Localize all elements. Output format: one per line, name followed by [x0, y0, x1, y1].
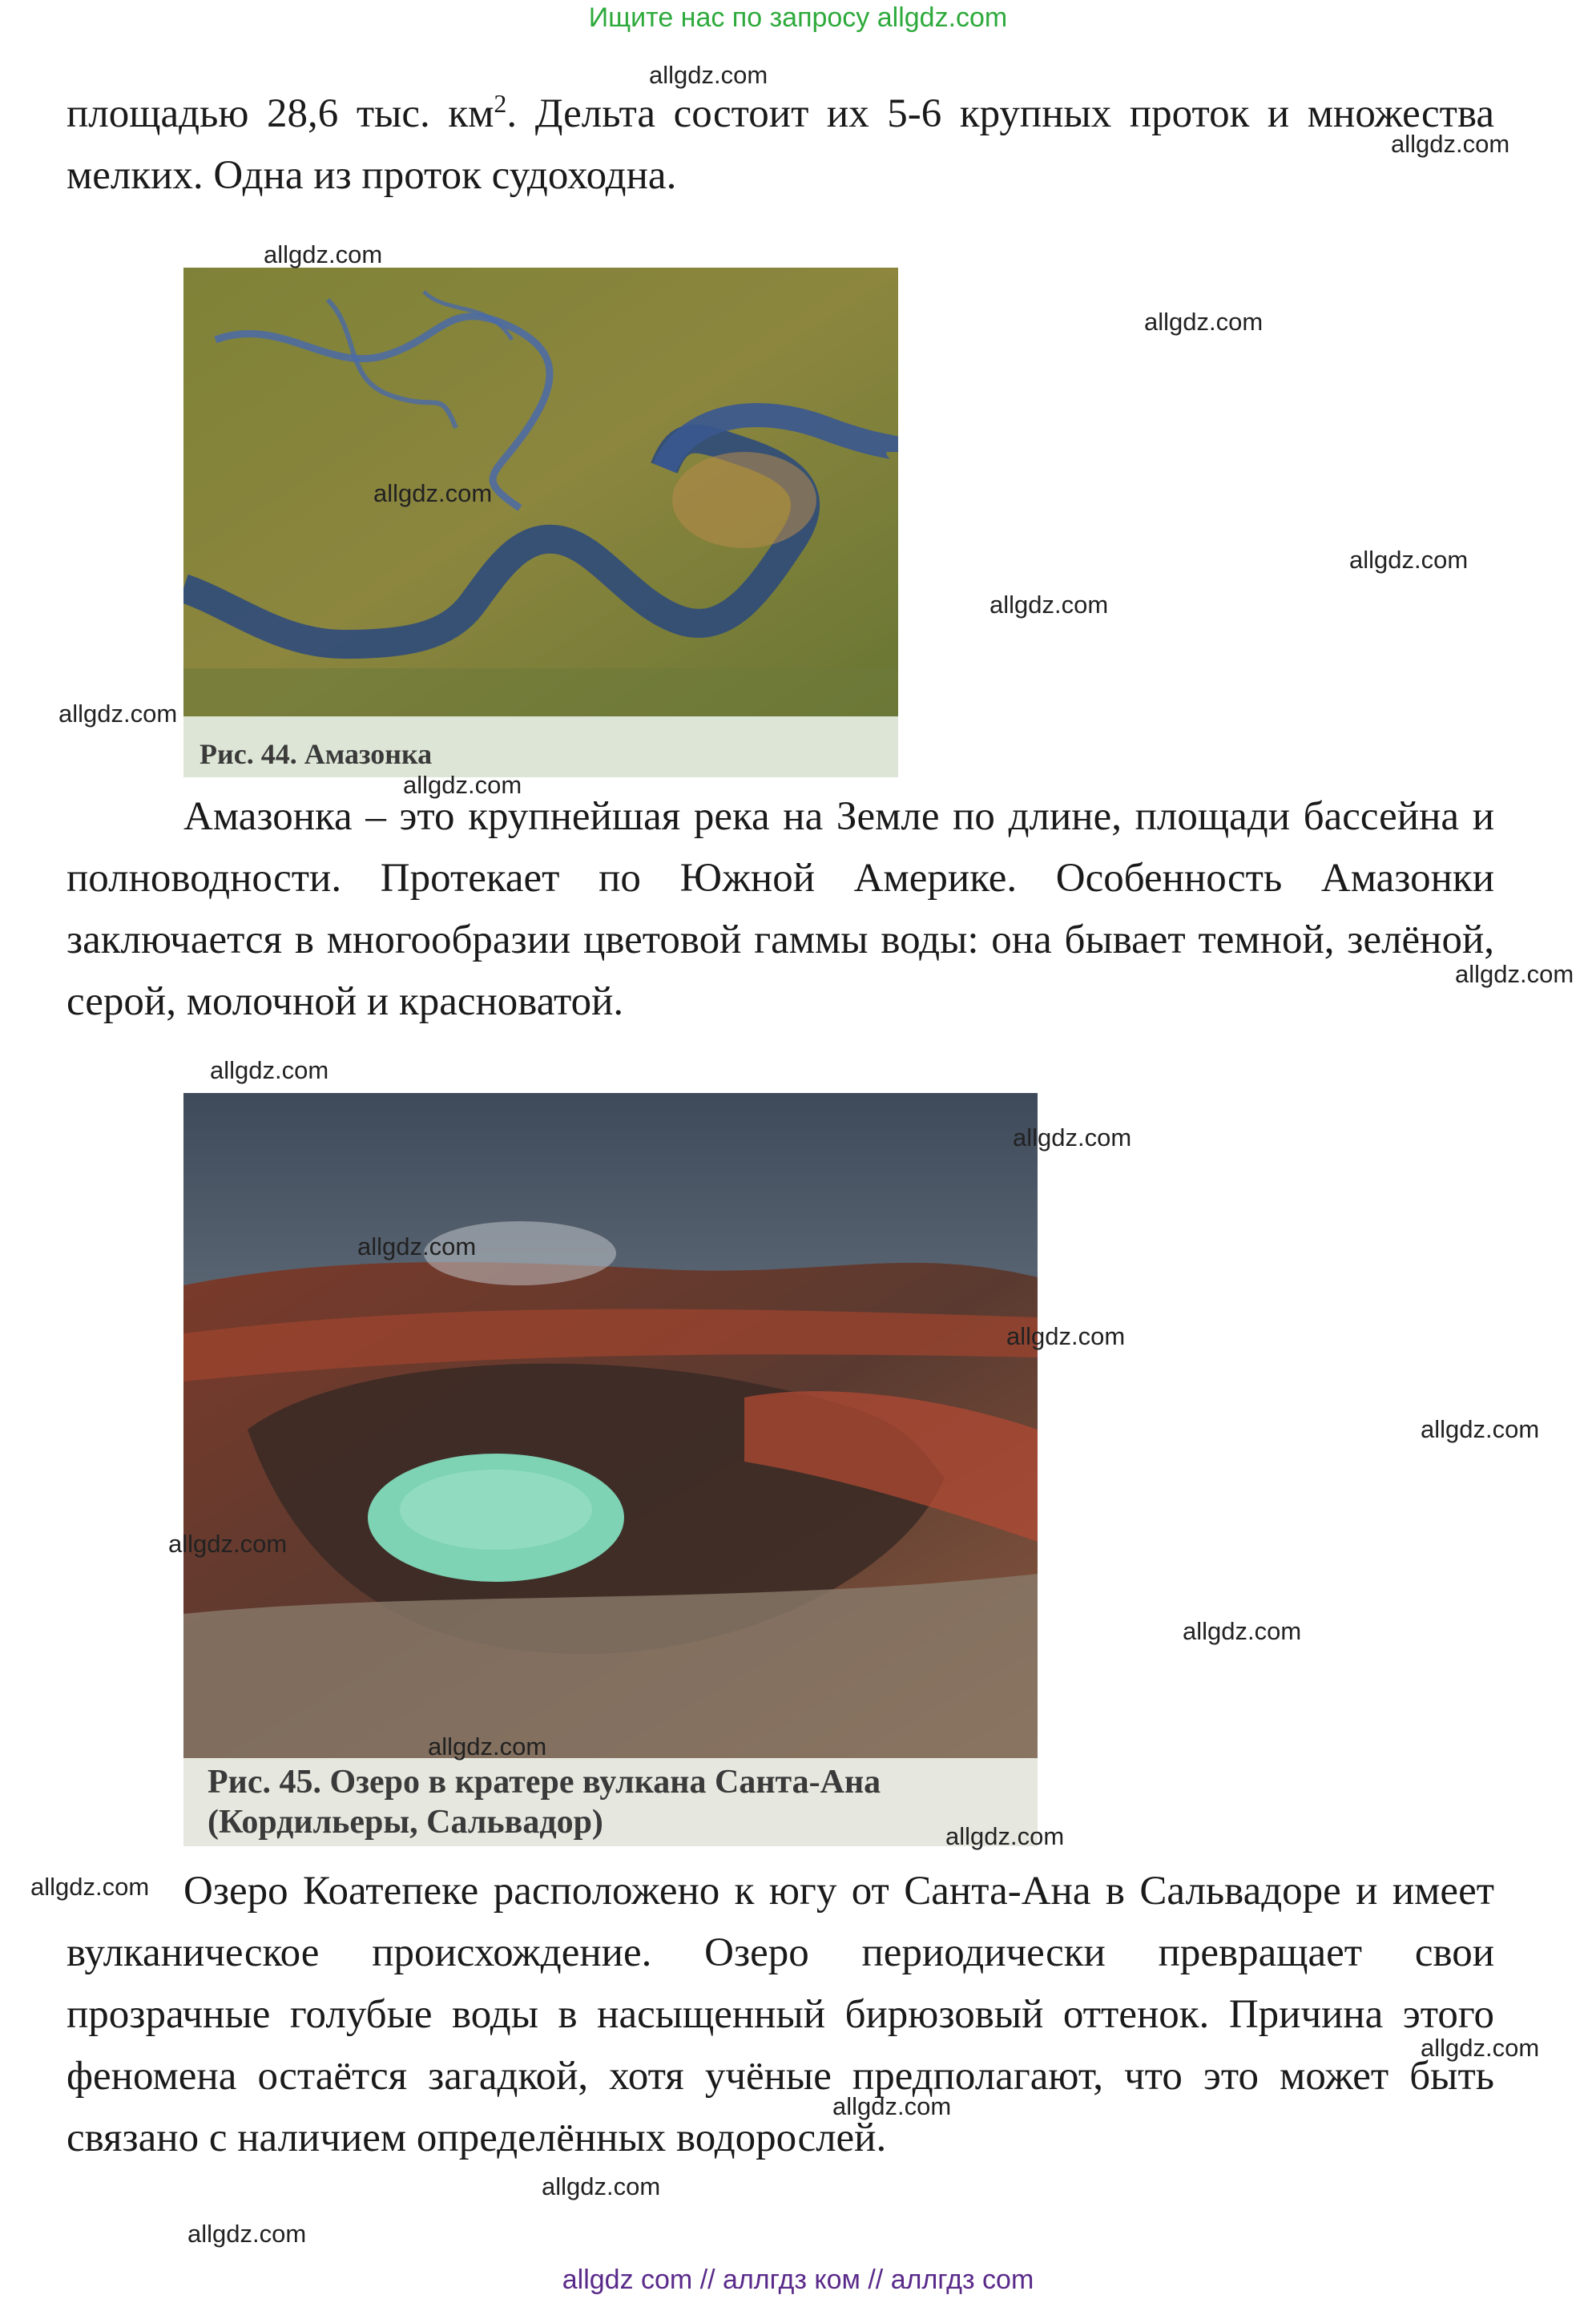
watermark[interactable]: allgdz.com: [945, 1822, 1065, 1850]
watermark[interactable]: allgdz.com: [1391, 130, 1510, 158]
watermark[interactable]: allgdz.com: [168, 1530, 288, 1558]
watermark[interactable]: allgdz.com: [1349, 546, 1469, 574]
paragraph-coatepeque: Озеро Коатепеке расположено к югу от Санта-Ана в Сальвадоре и имеет вулканическое происхождение. Озеро периодически превращает свои прозрачные голубые воды в насыщенный бирюзовый оттенок. Причина этого феномена остаётся загадкой, хотя учёные предполагают, что это может быть связано с наличием определённых водорослей.: [66, 1869, 1494, 2160]
watermark[interactable]: allgdz.com: [357, 1232, 477, 1260]
figure-amazon: [183, 268, 898, 777]
watermark[interactable]: allgdz.com: [649, 61, 768, 89]
watermark[interactable]: allgdz.com: [1013, 1123, 1132, 1152]
watermark[interactable]: allgdz.com: [428, 1732, 547, 1761]
watermark[interactable]: allgdz.com: [1421, 2034, 1540, 2062]
amazon-photo: [183, 268, 898, 716]
watermark[interactable]: allgdz.com: [1183, 1617, 1302, 1645]
top-banner[interactable]: Ищите нас по запросу allgdz.com: [588, 2, 1008, 33]
paragraph-delta-text-rest: . Дельта состоит их 5-6 крупных проток и множества мелких. Одна из проток судоходна.: [66, 91, 1495, 198]
watermark[interactable]: allgdz.com: [264, 240, 383, 268]
watermark[interactable]: allgdz.com: [58, 700, 178, 728]
watermark[interactable]: allgdz.com: [989, 591, 1109, 619]
bottom-banner[interactable]: allgdz com // аллгдз ком // аллгдз com: [562, 2265, 1034, 2295]
watermark[interactable]: allgdz.com: [30, 1873, 150, 1901]
watermark[interactable]: allgdz.com: [210, 1056, 329, 1084]
paragraph-amazon: Амазонка – это крупнейшая река на Земле по длине, площади бассейна и полноводности. Протекает по Южной Америке. Особенность Амазонки заключается в многообразии цветовой гаммы воды: она бывает темной, зелёной, серой, молочной и красноватой.: [66, 794, 1494, 1024]
watermark[interactable]: allgdz.com: [1144, 308, 1264, 336]
watermark[interactable]: allgdz.com: [1455, 960, 1574, 988]
watermark[interactable]: allgdz.com: [1006, 1322, 1126, 1350]
figure-santa-ana: [183, 1093, 1038, 1846]
paragraph-delta-text: площадью 28,6 тыс. км: [66, 91, 494, 136]
figure-amazon-caption: Рис. 44. Амазонка: [200, 738, 433, 770]
watermark[interactable]: allgdz.com: [832, 2092, 952, 2120]
watermark[interactable]: allgdz.com: [542, 2172, 661, 2200]
figure-santa-ana-caption-line2: (Кордильеры, Сальвадор): [208, 1804, 603, 1841]
watermark[interactable]: allgdz.com: [187, 2220, 307, 2248]
crater-photo: [183, 1093, 1038, 1758]
superscript-2: 2: [494, 89, 507, 118]
watermark[interactable]: allgdz.com: [403, 771, 522, 799]
watermark[interactable]: allgdz.com: [1421, 1415, 1540, 1443]
paragraph-delta: [66, 83, 1494, 207]
watermark[interactable]: allgdz.com: [373, 479, 493, 507]
figure-santa-ana-caption-line1: Рис. 45. Озеро в кратере вулкана Санта-Ана: [208, 1764, 881, 1801]
